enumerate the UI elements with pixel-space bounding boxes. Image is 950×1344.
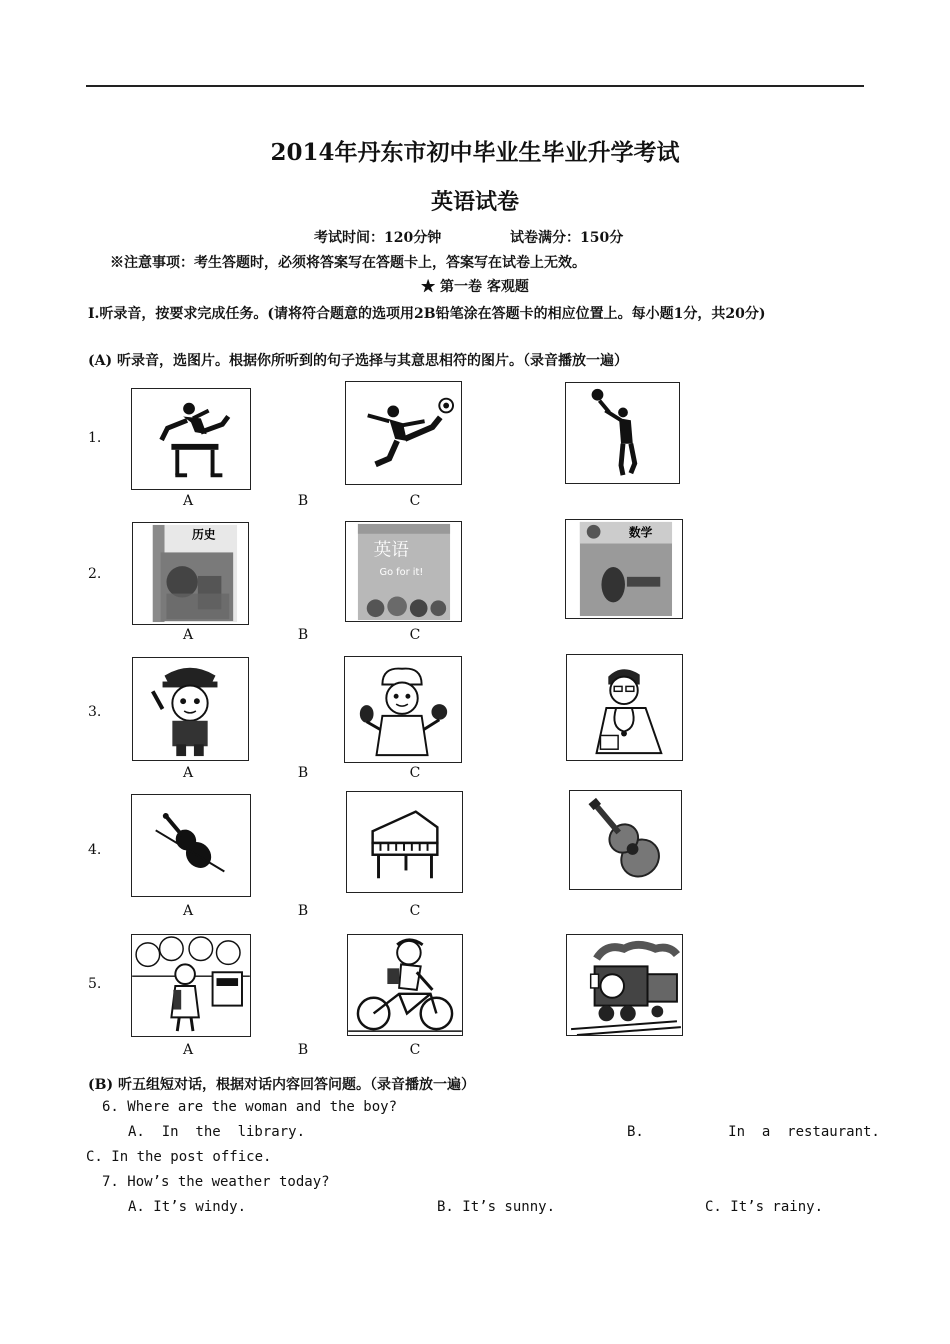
train-icon [567, 935, 682, 1035]
question-6-text: 6. Where are the woman and the boy? [102, 1099, 398, 1115]
question-6-option-c[interactable]: C. In the post office. [86, 1149, 272, 1165]
sectionB-heading: (B) 听五组短对话，根据对话内容回答问题。（录音播放一遍） [88, 1077, 475, 1093]
exam-score: 试卷满分：150分 [510, 230, 624, 246]
option-label-b: B [297, 903, 309, 919]
option-label-a: A [182, 765, 194, 781]
option-label-b: B [297, 627, 309, 643]
picture-option-a[interactable] [132, 522, 249, 625]
picture-option-b[interactable] [344, 656, 462, 763]
guitar-icon [570, 791, 681, 889]
picture-option-c[interactable] [569, 790, 682, 890]
picture-option-b[interactable] [346, 791, 463, 893]
picture-option-c[interactable] [566, 654, 683, 761]
english-book-icon [346, 522, 461, 621]
option-label-c: C [409, 627, 421, 643]
book-title: 英语 [373, 540, 409, 561]
hurdler-icon [132, 389, 250, 489]
picture-option-c[interactable] [565, 519, 683, 619]
option-label-c: C [409, 493, 421, 509]
book-title: 数学 [628, 525, 653, 540]
option-label-c: C [409, 765, 421, 781]
math-book-icon [566, 520, 682, 618]
exam-notice: ※注意事项：考生答题时，必须将答案写在答题卡上，答案写在试卷上无效。 [110, 255, 586, 271]
question-number: 4. [88, 842, 102, 858]
top-rule [86, 85, 864, 87]
picture-option-a[interactable] [131, 388, 251, 490]
police-officer-icon [133, 658, 248, 760]
question-number: 1. [88, 430, 102, 446]
option-label-a: A [182, 1042, 194, 1058]
question-number: 2. [88, 566, 102, 582]
history-book-icon [133, 523, 248, 624]
picture-option-b[interactable] [345, 381, 462, 485]
picture-option-b[interactable] [347, 934, 463, 1036]
option-label-b: B [297, 1042, 309, 1058]
basketball-player-icon [566, 383, 679, 483]
option-label-c: C [409, 1042, 421, 1058]
picture-option-c[interactable] [566, 934, 683, 1036]
exam-subtitle: 英语试卷 [430, 189, 519, 215]
chef-icon [345, 657, 461, 762]
option-label-b: B [297, 493, 309, 509]
question-7-option-a[interactable]: A. It’s windy. [128, 1199, 247, 1215]
section1-heading: Ⅰ.听录音，按要求完成任务。(请将符合题意的选项用2B铅笔涂在答题卡的相应位置上。每小题1分，共20分) [88, 306, 766, 322]
option-label-c: C [409, 903, 421, 919]
option-label-a: A [182, 903, 194, 919]
book-subtitle: Go for it! [379, 566, 424, 578]
picture-option-a[interactable] [131, 934, 251, 1037]
question-6-option-b[interactable]: B. In a restaurant. [627, 1124, 880, 1140]
book-title: 历史 [191, 527, 216, 542]
option-label-a: A [182, 493, 194, 509]
question-7-option-b[interactable]: B. It’s sunny. [437, 1199, 556, 1215]
question-number: 3. [88, 704, 102, 720]
violin-icon [132, 795, 250, 896]
question-6-option-a[interactable]: A. In the library. [128, 1124, 306, 1140]
question-7-text: 7. How’s the weather today? [102, 1174, 330, 1190]
question-7-option-c[interactable]: C. It’s rainy. [705, 1199, 824, 1215]
exam-time: 考试时间：120分钟 [314, 230, 442, 246]
question-number: 5. [88, 976, 102, 992]
soccer-player-icon [346, 382, 461, 484]
part-heading: ★ 第一卷 客观题 [421, 279, 529, 295]
picture-option-a[interactable] [131, 794, 251, 897]
picture-option-a[interactable] [132, 657, 249, 761]
option-label-b: B [297, 765, 309, 781]
option-label-a: A [182, 627, 194, 643]
sectionA-heading: (A) 听录音，选图片。根据你所听到的句子选择与其意思相符的图片。（录音播放一遍） [88, 353, 628, 369]
picture-option-b[interactable] [345, 521, 462, 622]
piano-icon [347, 792, 462, 892]
exam-title: 2014年丹东市初中毕业生毕业升学考试 [270, 139, 680, 166]
doctor-icon [567, 655, 682, 760]
student-school-icon [132, 935, 250, 1036]
girl-bicycle-icon [348, 935, 462, 1035]
picture-option-c[interactable] [565, 382, 680, 484]
